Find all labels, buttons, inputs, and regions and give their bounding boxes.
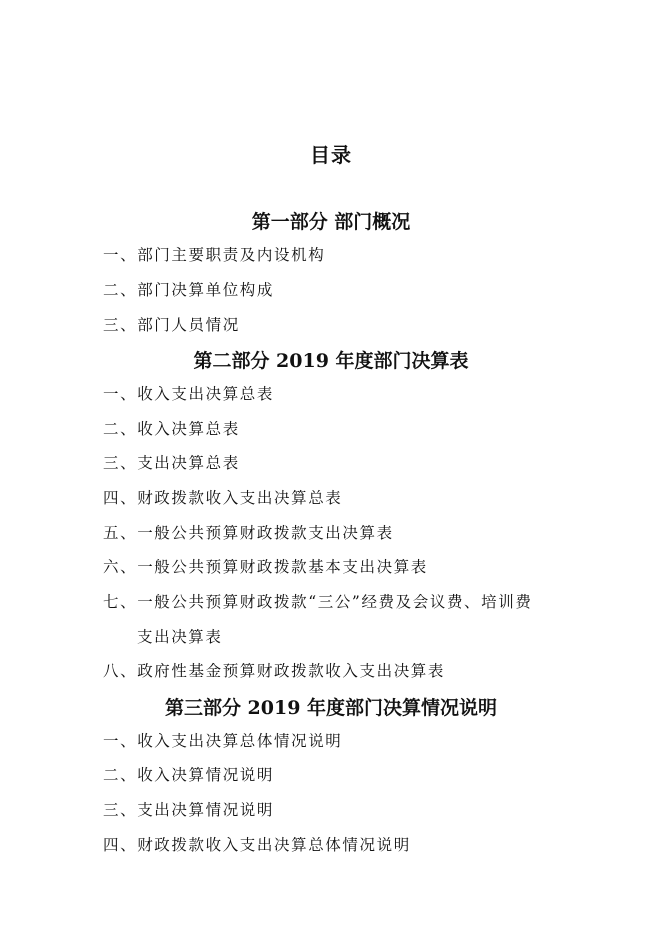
section-heading-3: 第三部分 2019 年度部门决算情况说明	[164, 697, 498, 719]
toc-item-continuation: 支出决算表	[137, 628, 223, 646]
toc-item: 一、部门主要职责及内设机构	[103, 246, 326, 264]
toc-item: 四、财政拨款收入支出决算总表	[103, 489, 343, 507]
toc-item: 三、部门人员情况	[103, 316, 240, 334]
toc-item: 二、部门决算单位构成	[103, 281, 275, 299]
toc-item: 五、一般公共预算财政拨款支出决算表	[103, 524, 394, 542]
toc-item: 三、支出决算情况说明	[103, 801, 275, 819]
toc-item: 一、收入支出决算总表	[103, 385, 275, 403]
toc-item: 八、政府性基金预算财政拨款收入支出决算表	[103, 662, 446, 680]
toc-item: 七、一般公共预算财政拨款“三公”经费及会议费、培训费	[103, 593, 533, 611]
toc-item: 二、收入决算情况说明	[103, 766, 275, 784]
toc-item: 一、收入支出决算总体情况说明	[103, 732, 343, 750]
toc-item: 六、一般公共预算财政拨款基本支出决算表	[103, 558, 428, 576]
toc-item: 二、收入决算总表	[103, 420, 240, 438]
toc-item: 三、支出决算总表	[103, 454, 240, 472]
section-heading-1: 第一部分 部门概况	[251, 211, 411, 233]
section-heading-2: 第二部分 2019 年度部门决算表	[193, 350, 469, 372]
page-title: 目录	[310, 143, 352, 167]
toc-item: 四、财政拨款收入支出决算总体情况说明	[103, 836, 411, 854]
